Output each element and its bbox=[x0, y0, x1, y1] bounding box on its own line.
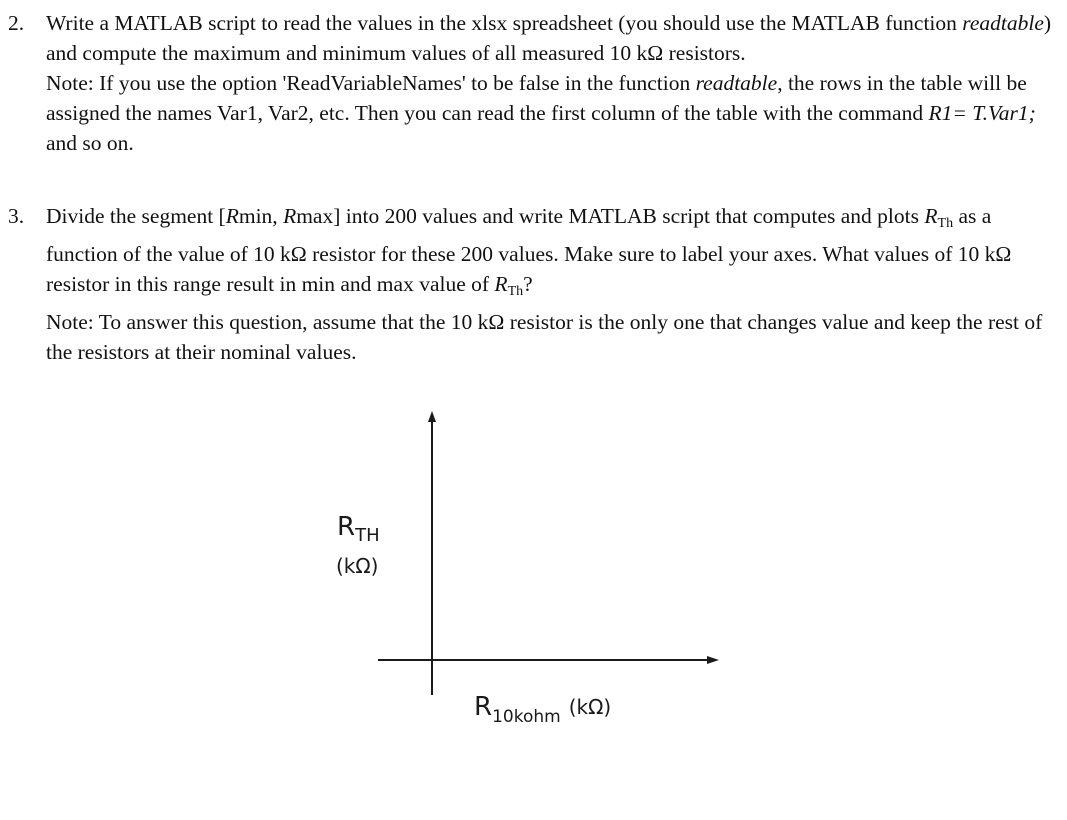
x-axis-arrow bbox=[707, 656, 719, 664]
q2-note-text-2: , the rows in the table will be assigned the names Var1, Var2, etc. Then you can read the first column of the table with the command bbox=[46, 71, 1027, 125]
q2-main-italic-1: readtable bbox=[962, 11, 1044, 35]
q2-note-italic-1: readtable bbox=[695, 71, 778, 95]
y-axis-label-main: R bbox=[337, 512, 356, 542]
q3-main-text-3: max] into 200 values and write MATLAB script that computes and plots bbox=[296, 204, 925, 228]
q3-main-text-5: ? bbox=[523, 272, 533, 296]
q3-main-text-4: as a function of the value of 10 kΩ resistor for these 200 values. Make sure to label your axes. What values of 10 kΩ resistor in this range result in min and max value of bbox=[46, 204, 1012, 296]
x-axis-label-main: R bbox=[474, 692, 493, 722]
y-axis-label bbox=[337, 512, 380, 546]
q3-main-subscript-2: Th bbox=[507, 284, 524, 299]
q3-main-text-2: min, bbox=[238, 204, 284, 228]
x-axis-label bbox=[474, 692, 611, 725]
q2-main-text-2: ) and compute the maximum and minimum values of all measured 10 kΩ resistors. bbox=[46, 11, 1052, 65]
q2-note-text-3: and so on. bbox=[46, 131, 134, 155]
question-2-main bbox=[46, 8, 1063, 68]
question-3-text bbox=[46, 201, 1063, 367]
q3-main-subscript-1: Th bbox=[937, 216, 954, 231]
x-axis-label-unit: (kΩ) bbox=[568, 695, 612, 719]
q2-note-text-1: Note: If you use the option 'ReadVariableNames' to be false in the function bbox=[46, 71, 696, 95]
y-axis-label-sub: TH bbox=[355, 525, 380, 546]
q2-main-text-1: Write a MATLAB script to read the values in the xlsx spreadsheet (you should use the MATLAB function bbox=[46, 11, 963, 35]
question-2-text bbox=[46, 8, 1063, 158]
question-3-number: 3. bbox=[8, 204, 25, 228]
question-3-main bbox=[46, 201, 1063, 307]
y-axis-unit: (kΩ) bbox=[336, 554, 379, 578]
question-3-note bbox=[46, 307, 1063, 367]
question-2-note bbox=[46, 68, 1063, 158]
axes-figure bbox=[0, 395, 1067, 725]
q3-main-italic-4: R bbox=[494, 272, 508, 296]
q3-note-text-1: Note: To answer this question, assume that the 10 kΩ resistor is the only one that changes value and keep the rest of the resistors at their nominal values. bbox=[46, 310, 1043, 364]
x-axis-label-sub: 10kohm bbox=[492, 707, 561, 725]
q3-main-italic-1: R bbox=[225, 204, 239, 228]
question-2-number: 2. bbox=[8, 11, 25, 35]
q3-main-italic-2: R bbox=[283, 204, 297, 228]
q3-main-italic-3: R bbox=[924, 204, 938, 228]
q2-note-italic-2: R1= T.Var1; bbox=[928, 101, 1036, 125]
q3-main-text-1: Divide the segment [ bbox=[46, 204, 226, 228]
y-axis-arrow bbox=[428, 411, 436, 422]
